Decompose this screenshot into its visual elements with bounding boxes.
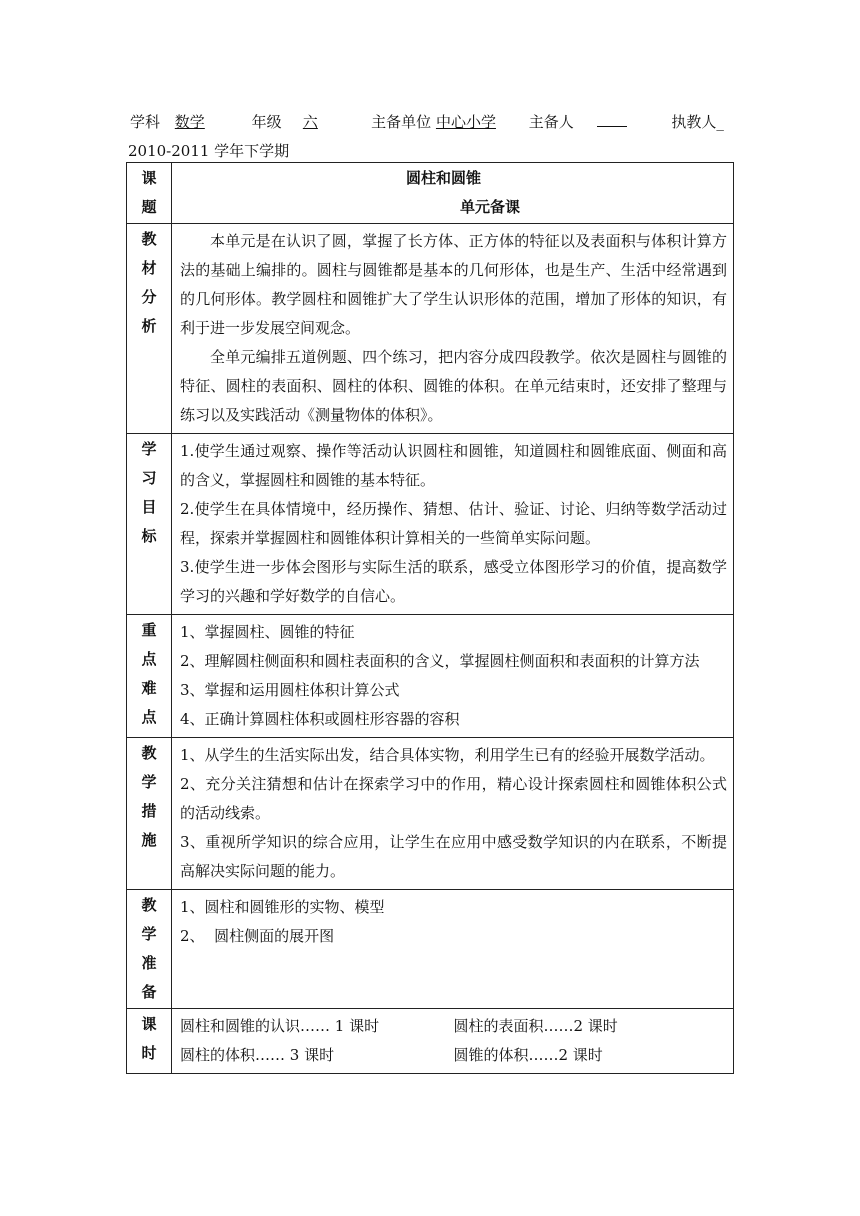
term-line: 2010-2011 学年下学期: [128, 142, 290, 160]
measure-item: 2、充分关注猜想和估计在探索学习中的作用，精心设计探索圆柱和圆锥体积公式的活动线索。: [180, 775, 727, 822]
subject-value: 数学: [174, 113, 205, 131]
header-line: [130, 111, 724, 132]
row-preparation: [127, 890, 734, 1009]
preparation-item: 1、圆柱和圆锥形的实物、模型: [180, 898, 385, 916]
key-point-item: 3、掌握和运用圆柱体积计算公式: [180, 681, 400, 699]
measure-item: 3、重视所学知识的综合应用，让学生在应用中感受数学知识的内在联系，不断提高解决实际问题的能力。: [180, 833, 727, 880]
row-analysis: [127, 224, 734, 434]
key-point-item: 4、正确计算圆柱体积或圆柱形容器的容积: [180, 710, 460, 728]
row-topic: [127, 163, 734, 224]
grade-value: 六: [302, 113, 318, 131]
preparation-item: 2、 圆柱侧面的展开图: [180, 927, 335, 945]
label-schedule: 课 时: [127, 1009, 172, 1074]
label-preparation: 教 学 准 备: [127, 890, 172, 1009]
unit-subtitle: 单元备课: [460, 198, 521, 216]
row-key-points: [127, 615, 734, 738]
analysis-paragraph: 本单元是在认识了圆，掌握了长方体、正方体的特征以及表面积与体积计算方法的基础上编排的。圆柱与圆锥都是基本的几何形体，也是生产、生活中经常遇到的几何形体。教学圆柱和圆锥扩大了学生认识形体的范围，增加了形体的知识，有利于进一步发展空间观念。: [180, 232, 727, 337]
label-key-points: 重 点 难 点: [127, 615, 172, 738]
unit-value: 中心小学: [435, 113, 496, 131]
teacher-label: 执教人_: [671, 113, 724, 131]
schedule-item: 圆柱的体积…… 3 课时: [180, 1046, 335, 1064]
schedule-item: 圆柱和圆锥的认识…… 1 课时: [180, 1017, 380, 1035]
subject-label: 学科: [130, 113, 161, 131]
row-schedule: [127, 1009, 734, 1074]
goal-item: 1.使学生通过观察、操作等活动认识圆柱和圆锥，知道圆柱和圆锥底面、侧面和高的含义，掌握圆柱和圆锥的基本特征。: [180, 442, 727, 489]
analysis-paragraph: 全单元编排五道例题、四个练习，把内容分成四段教学。依次是圆柱与圆锥的特征、圆柱的表面积、圆柱的体积、圆锥的体积。在单元结束时，还安排了整理与练习以及实践活动《测量物体的体积》。: [180, 348, 727, 424]
label-analysis: 教 材 分 析: [127, 224, 172, 434]
row-goals: [127, 434, 734, 615]
label-goals: 学 习 目 标: [127, 434, 172, 615]
goal-item: 3.使学生进一步体会图形与实际生活的联系，感受立体图形学习的价值，提高数学学习的兴趣和学好数学的自信心。: [180, 558, 727, 605]
grade-label: 年级: [251, 113, 282, 131]
row-measures: [127, 738, 734, 890]
schedule-item: 圆锥的体积……2 课时: [453, 1046, 603, 1064]
key-point-item: 1、掌握圆柱、圆锥的特征: [180, 623, 355, 641]
label-topic: 课 题: [127, 163, 172, 224]
lesson-plan-table: [126, 162, 734, 1074]
label-measures: 教 学 措 施: [127, 738, 172, 890]
measure-item: 1、从学生的生活实际出发，结合具体实物，利用学生已有的经验开展数学活动。: [180, 746, 715, 764]
preparer-label: 主备人: [528, 113, 574, 131]
schedule-item: 圆柱的表面积……2 课时: [453, 1017, 618, 1035]
goal-item: 2.使学生在具体情境中，经历操作、猜想、估计、验证、讨论、归纳等数学活动过程，探索并掌握圆柱和圆锥体积计算相关的一些简单实际问题。: [180, 500, 727, 547]
preparer-value: [597, 112, 627, 127]
unit-title: 圆柱和圆锥: [406, 169, 482, 187]
unit-label: 主备单位: [371, 113, 432, 131]
key-point-item: 2、理解圆柱侧面积和圆柱表面积的含义，掌握圆柱侧面积和表面积的计算方法: [180, 652, 700, 670]
